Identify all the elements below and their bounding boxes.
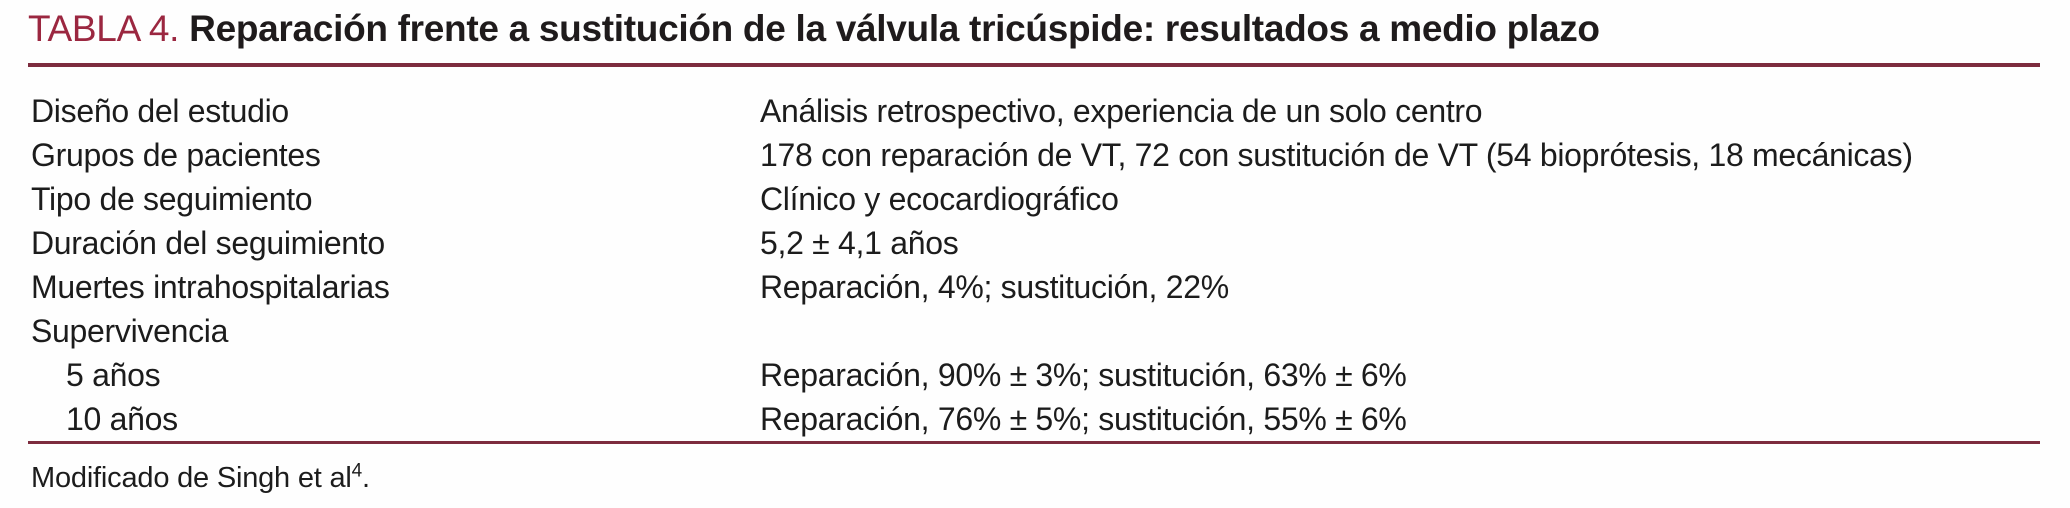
row-label: 5 años — [66, 357, 161, 393]
table-label: TABLA 4. — [28, 8, 180, 49]
row-value: Clínico y ecocardiográfico — [760, 181, 1119, 217]
row-value: Reparación, 4%; sustitución, 22% — [760, 269, 1229, 305]
table-row — [28, 89, 2040, 133]
row-value: 178 con reparación de VT, 72 con sustitución de VT (54 bioprótesis, 18 mecánicas) — [760, 137, 1913, 173]
table-row — [28, 397, 2040, 441]
table-row — [28, 133, 2040, 177]
row-label: Grupos de pacientes — [31, 137, 321, 173]
table-heading — [28, 0, 2040, 50]
table-row — [28, 221, 2040, 265]
table-row — [28, 353, 2040, 397]
row-label: Diseño del estudio — [31, 93, 289, 129]
footnote-reference-superscript: 4 — [351, 460, 363, 482]
bottom-rule-divider — [28, 441, 2040, 444]
row-label: Supervivencia — [31, 313, 229, 349]
row-label: Duración del seguimiento — [31, 225, 385, 261]
row-label: Muertes intrahospitalarias — [31, 269, 390, 305]
table-row — [28, 265, 2040, 309]
table-row — [28, 177, 2040, 221]
row-value: 5,2 ± 4,1 años — [760, 225, 959, 261]
row-label: 10 años — [66, 401, 178, 437]
table-row — [28, 309, 2040, 353]
footnote-suffix: . — [362, 462, 370, 494]
row-label: Tipo de seguimiento — [31, 181, 313, 217]
footnote-text: Modificado de Singh et al — [31, 462, 352, 494]
table-footnote — [28, 461, 2040, 495]
row-value: Reparación, 90% ± 3%; sustitución, 63% ± 6% — [760, 357, 1407, 393]
table-title: Reparación frente a sustitución de la válvula tricúspide: resultados a medio plazo — [189, 8, 1600, 49]
table-4-card — [28, 0, 2040, 495]
row-value: Análisis retrospectivo, experiencia de un solo centro — [760, 93, 1483, 129]
table-rows — [28, 67, 2040, 441]
row-value: Reparación, 76% ± 5%; sustitución, 55% ± 6% — [760, 401, 1407, 437]
